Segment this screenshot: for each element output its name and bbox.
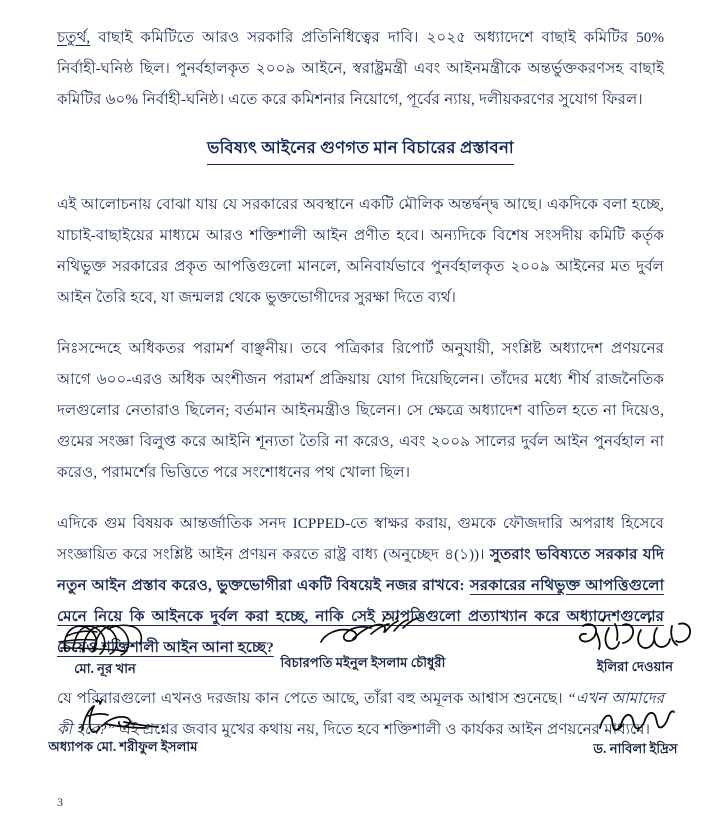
icpped-bold-text: সুতরাং ভবিষ্যতে সরকার যদি নতুন আইন প্রস্তাব করেও, ভুক্তভোগীরা একটি বিষয়েই নজর রাখবে: [57,546,664,594]
paragraph-lead-underline: চতুর্থ, [57,29,91,46]
signatory-moinul-islam-chowdhury [258,612,468,671]
paragraph-consultation: নিঃসন্দেহে অধিকতর পরামর্শ বাঞ্ছনীয়। তবে পত্রিকার রিপোর্ট অনুযায়ী, সংশ্লিষ্ট অধ্যাদেশ প্রণয়নের আগে ৬০০-এরও অধিক অংশীজন পরামর্শ প্রক্রিয়ায় যোগ দিয়েছিলেন। তাঁদের মধ্যে শীর্ষ রাজনৈতিক দলগুলোর নেতারাও ছিলেন; বর্তমান আইনমন্ত্রীও ছিলেন। সে ক্ষেত্রে অধ্যাদেশ বাতিল হতে না দিয়েও, গুমের সংজ্ঞা বিলুপ্ত করে আইনি শূন্যতা তৈরি না করেও, এবং ২০০৯ সালের দুর্বল আইন পুনর্বহাল না করেও, পরামর্শের ভিত্তিতে পরে সংশোধনের পথ খোলা ছিল। [57,340,664,481]
signatory-name: মো. নূর খান [74,661,136,676]
section-heading: ভবিষ্যৎ আইনের গুণগত মান বিচারের প্রস্তাবনা [207,135,514,165]
icpped-text-lead: এদিকে গুম বিষয়ক আন্তর্জাতিক সনদ [57,515,293,532]
section-heading-wrapper [57,135,664,165]
paragraph-fourth-point [57,22,664,115]
families-text-tail: এই প্রশ্নের জবাব মুখের কথায় নয়, দিতে হবে শক্তিশালী ও কার্যকর আইন প্রণয়নের মাধ্যমে। [114,721,651,738]
families-text-lead: যে পরিবারগুলো এখনও দরজায় কান পেতে আছে, তাঁরা বহু অমূলক আশ্বাস শুনেছে। [57,690,568,707]
signature-mark-icon [30,618,180,660]
signatory-ilira-dewan [560,616,710,675]
signature-mark-icon [560,616,710,658]
signatory-shariful-islam [18,696,228,755]
signature-mark-icon [258,612,468,654]
signatory-name: বিচারপতি মইনুল ইসলাম চৌধুরী [280,655,446,670]
signatory-name: অধ্যাপক মো. শরীফুল ইসলাম [48,739,198,754]
signature-block [0,612,720,787]
icpped-text-middle: -তে স্বাক্ষর করায়, গুমকে ফৌজদারি অপরাধ হিসেবে সংজ্ঞায়িত করে সংশ্লিষ্ট আইন প্রণয়ন করতে রাষ্ট্র বাধ্য (অনুচ্ছেদ ৪(১))। [57,515,664,563]
signature-row-2 [0,696,720,780]
families-quote: “এখন আমাদের কী হবে?” [57,690,664,738]
paragraph-contradiction: এই আলোচনায় বোঝা যায় যে সরকারের অবস্থানে একটি মৌলিক অন্তর্দ্বন্দ্ব আছে। একদিকে বলা হচ্ছে, যাচাই-বাছাইয়ের মাধ্যমে আরও শক্তিশালী আইন প্রণীত হবে। অন্যদিকে বিশেষ সংসদীয় কমিটি কর্তৃক নথিভুক্ত সরকারের প্রকৃত আপত্তিগুলো মানলে, অনিবার্যভাবে পুনর্বহালকৃত ২০০৯ আইনের মত দুর্বল আইন তৈরি হবে, যা জন্মলগ্ন থেকে ভুক্তভোগীদের সুরক্ষা দিতে ব্যর্থ। [57,196,664,306]
signatory-nur-khan [30,618,180,677]
icpped-bold-underlined-question: সরকারের নথিভুক্ত আপত্তিগুলো মেনে নিয়ে কি আইনকে দুর্বল করা হচ্ছে, নাকি সেই আপত্তিগুলো প্রত্যাখ্যান করে অধ্যাদেশগুলোর চেয়েও শক্তিশালী আইন আনা হচ্ছে? [57,577,664,656]
page-number: 3 [57,795,63,809]
signature-mark-icon [558,698,713,740]
signature-mark-icon [18,696,228,738]
icpped-acronym: ICPPED [292,515,345,532]
paragraph-fourth-point-text: বাছাই কমিটিতে আরও সরকারি প্রতিনিধিত্বের দাবি। ২০২৫ অধ্যাদেশে বাছাই কমিটির 50% নির্বাহী-ঘনিষ্ঠ ছিল। পুনর্বহালকৃত ২০০৯ আইনে, স্বরাষ্ট্রমন্ত্রী এবং আইনমন্ত্রীকে অন্তর্ভুক্তকরণসহ বাছাই কমিটির ৬০% নির্বাহী-ঘনিষ্ঠ। এতে করে কমিশনার নিয়োগে, পূর্বের ন্যায়, দলীয়করণের সুযোগ ফিরল। [57,29,664,108]
signatory-name: ড. নাবিলা ইদ্রিস [593,741,678,756]
signature-row-1 [0,612,720,696]
signatory-name: ইলিরা দেওয়ান [596,659,674,674]
signatory-nabila-idris [558,698,713,757]
